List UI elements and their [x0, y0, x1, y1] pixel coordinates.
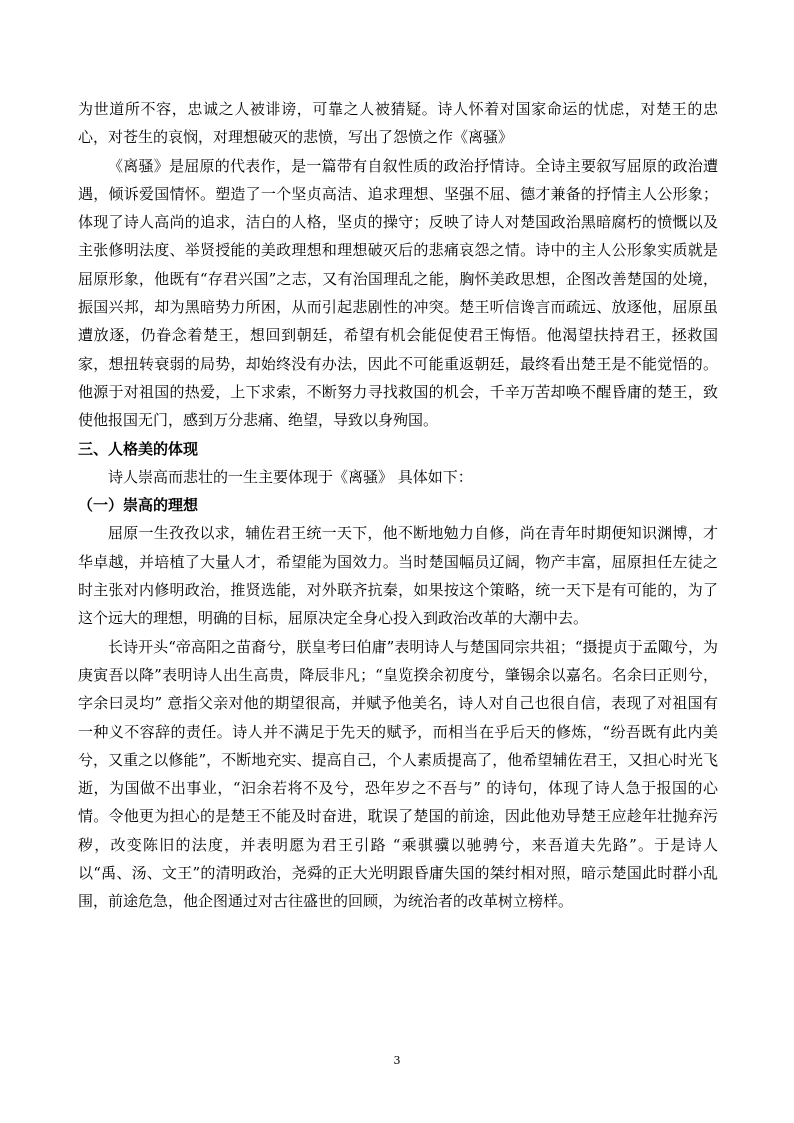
page-number: 3	[393, 1054, 401, 1067]
paragraph-continuation: 为世道所不容，忠诚之人被诽谤，可靠之人被猜疑。诗人怀着对国家命运的忧虑，对楚王的忠心，对苍生的哀悯，对理想破灭的悲愤，写出了怨愤之作《离骚》	[78, 100, 718, 147]
paragraph-section-intro: 诗人崇高而悲壮的一生主要体现于《离骚》 具体如下：	[108, 467, 473, 486]
document-body	[78, 95, 718, 916]
paragraph-lofty-ideal: 屈原一生孜孜以求，辅佐君王统一天下，他不断地勉力自修，尚在青年时期便知识渊博，才华卓越，并培植了大量人才，希望能为国效力。当时楚国幅员辽阔，物产丰富，屈原担任左徒之时主张对内修明政治，推贤选能，对外联齐抗秦，如果按这个策略，统一天下是有可能的，为了这个远大的理想，明确的目标，屈原决定全身心投入到政治改革的大潮中去。	[78, 524, 718, 628]
paragraph-lisao-overview: 《离骚》是屈原的代表作，是一篇带有自叙性质的政治抒情诗。全诗主要叙写屈原的政治遭遇，倾诉爱国情怀。塑造了一个坚贞高洁、追求理想、坚强不屈、德才兼备的抒情主人公形象；体现了诗人高尚的追求，洁白的人格，坚贞的操守；反映了诗人对楚国政治黑暗腐朽的愤慨以及主张修明法度、举贤授能的美政理想和理想破灭后的悲痛哀怨之情。诗中的主人公形象实质就是屈原形象，他既有“存君兴国”之志，又有治国理乱之能，胸怀美政思想，企图改善楚国的处境，振国兴邦，却为黑暗势力所困，从而引起悲剧性的冲突。楚王听信谗言而疏远、放逐他，屈原虽遭放逐，仍眷念着楚王，想回到朝廷，希望有机会能促使君王悔悟。他渴望扶持君王，拯救国家，想扭转衰弱的局势，却始终没有办法，因此不可能重返朝廷，最终看出楚王是不能觉悟的。他源于对祖国的热爱，上下求索，不断努力寻找救国的机会，千辛万苦却唤不醒昏庸的楚王，致使他报国无门，感到万分悲痛、绝望，导致以身殉国。	[78, 156, 718, 430]
section-heading: 三、人格美的体现	[78, 439, 199, 458]
subsection-heading: （一）崇高的理想	[78, 496, 199, 515]
paragraph-poem-opening: 长诗开头“帝高阳之苗裔兮，朕皇考曰伯庸”表明诗人与楚国同宗共祖；“摄提贞于孟陬兮，为庚寅吾以降”表明诗人出生高贵，降辰非凡；“皇览揆余初度兮，肇锡余以嘉名。名余曰正则兮，字余曰灵均” 意指父亲对他的期望很高，并赋予他美名，诗人对自己也很自信，表现了对祖国有一种义不容辞的责任。诗人并不满足于先天的赋予，而相当在乎后天的修炼，“纷吾既有此内美兮，又重之以修能”，不断地充实、提高自己，个人素质提高了，他希望辅佐君王，又担心时光飞逝，为国做不出事业，“汩余若将不及兮，恐年岁之不吾与” 的诗句，体现了诗人急于报国的心情。令他更为担心的是楚王不能及时奋进，耽误了楚国的前途，因此他劝导楚王应趁年壮抛弃污秽，改变陈旧的法度，并表明愿为君王引路 “乘骐骥以驰骋兮，来吾道夫先路”。于是诗人以“禹、汤、文王”的清明政治，尧舜的正大光明跟昏庸失国的桀纣相对照，暗示楚国此时群小乱围，前途危急，他企图通过对古往盛世的回顾，为统治者的改革树立榜样。	[78, 637, 718, 911]
